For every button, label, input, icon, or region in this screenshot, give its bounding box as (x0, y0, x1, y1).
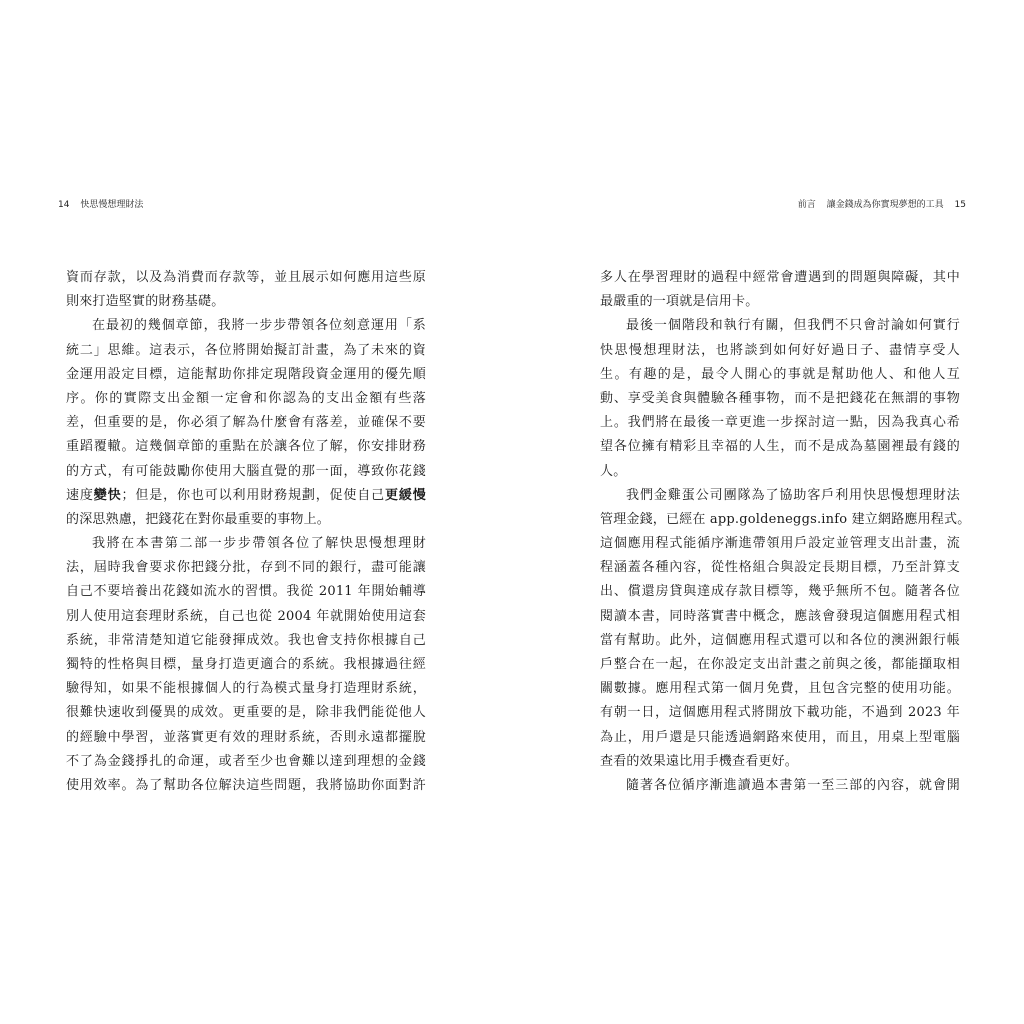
text-line: 這個應用程式能循序漸進帶領用戶設定並管理支出計畫，流 (600, 536, 960, 552)
text-line: 有朝一日，這個應用程式將開放下載功能，不過到 2023 年 (600, 705, 960, 721)
text-line: 多人在學習理財的過程中經常會遭遇到的問題與障礙，其中 (600, 270, 960, 285)
text-line: 上。我們將在最後一章更進一步探討這一點，因為我真心希 (600, 415, 960, 431)
text-line: 最嚴重的一項就是信用卡。 (600, 294, 759, 310)
text-line-with-emphasis (66, 484, 426, 508)
text-line: 望各位擁有精彩且幸福的人生，而不是成為墓園裡最有錢的 (600, 439, 960, 455)
text-line: 生。有趣的是，最令人開心的事就是幫助他人、和他人互 (600, 366, 960, 382)
text-line: 動、享受美食與體驗各種事物，而不是把錢花在無謂的事物 (600, 390, 960, 406)
right-running-header (798, 199, 966, 211)
text-line: 在最初的幾個章節，我將一步步帶領各位刻意運用「系 (92, 318, 426, 334)
text-line: 金運用設定目標，這能幫助你排定現階段資金運用的優先順 (66, 366, 426, 382)
text-line: 差，但重要的是，你必須了解為什麼會有落差，並確保不要 (66, 415, 426, 431)
text-line: 查看的效果遠比用手機查看更好。 (600, 753, 799, 769)
text-line: 重蹈覆轍。這幾個章節的重點在於讓各位了解，你安排財務 (66, 439, 426, 455)
text-line: 資而存款，以及為消費而存款等，並且展示如何應用這些原 (66, 270, 426, 285)
text-line: 出、償還房貸與達成存款目標等，幾乎無所不包。隨著各位 (600, 584, 960, 600)
text-line: 序。你的實際支出金額一定會和你認為的支出金額有些落 (66, 390, 426, 406)
text-line: 閱讀本書，同時落實書中概念，應該會發現這個應用程式相 (600, 608, 960, 624)
text-segment: ；但是，你也可以利用財務規劃，促使自己 (121, 487, 386, 503)
text-line: 獨特的性格與目標，量身打造更適合的系統。我根據過往經 (66, 657, 426, 672)
text-line: 法，屆時我會要求你把錢分批，存到不同的銀行，盡可能讓 (66, 560, 426, 576)
text-line: 系統，非常清楚知道它能發揮成效。我也會支持你根據自己 (66, 632, 426, 648)
left-page-number: 14 (58, 200, 70, 210)
text-line: 不了為金錢掙扎的命運，或者至少也會難以達到理想的金錢 (66, 753, 426, 769)
text-line: 為止，用戶還是只能透過網路來使用，而且，用桌上型電腦 (600, 729, 960, 745)
text-line: 程涵蓋各種內容，從性格組合與設定長期目標，乃至計算支 (600, 560, 960, 576)
text-line: 統二」思維。這表示，各位將開始擬訂計畫，為了未來的資 (66, 342, 426, 358)
text-line: 自己不要培養出花錢如流水的習慣。我從 2011 年開始輔導 (66, 584, 426, 600)
emphasis-text: 更緩慢 (385, 487, 426, 503)
right-page-number: 15 (954, 200, 966, 210)
text-line: 則來打造堅實的財務基礎。 (66, 294, 225, 310)
text-line: 的深思熟慮，把錢花在對你最重要的事物上。 (66, 511, 331, 527)
text-line: 別人使用這套理財系統，自己也從 2004 年就開始使用這套 (66, 608, 426, 624)
text-line: 戶整合在一起，在你設定支出計畫之前與之後，都能擷取相 (600, 657, 960, 672)
text-line: 我們金雞蛋公司團隊為了協助客戶利用快思慢想理財法 (626, 487, 960, 503)
text-line: 隨著各位循序漸進讀過本書第一至三部的內容，就會開 (626, 777, 960, 793)
text-line: 快思慢想理財法，也將談到如何好好過日子、盡情享受人 (600, 342, 960, 358)
left-book-title: 快思慢想理財法 (80, 200, 144, 210)
text-line: 最後一個階段和執行有關，但我們不只會討論如何實行 (626, 318, 960, 334)
text-line: 的方式，有可能鼓勵你使用大腦直覺的那一面，導致你花錢 (66, 463, 426, 479)
text-line: 我將在本書第二部一步步帶領各位了解快思慢想理財 (92, 536, 426, 552)
right-chapter-title: 讓金錢成為你實現夢想的工具 (826, 200, 944, 210)
text-segment: 速度 (66, 487, 94, 503)
text-line: 當有幫助。此外，這個應用程式還可以和各位的澳洲銀行帳 (600, 632, 960, 648)
text-line: 管理金錢，已經在 app.goldeneggs.info 建立網路應用程式。 (600, 511, 971, 527)
text-line: 人。 (600, 463, 627, 479)
emphasis-text: 變快 (93, 487, 122, 503)
left-running-header (58, 199, 143, 211)
text-line: 驗得知，如果不能根據個人的行為模式量身打造理財系統， (66, 681, 426, 697)
text-line: 關數據。應用程式第一個月免費，且包含完整的使用功能。 (600, 681, 960, 697)
text-line: 使用效率。為了幫助各位解決這些問題，我將協助你面對許 (66, 777, 426, 793)
left-page-body (66, 266, 426, 798)
right-page-body (600, 266, 971, 798)
text-line: 很難快速收到優異的成效。更重要的是，除非我們能從他人 (66, 705, 426, 721)
right-chapter-label: 前言 (797, 200, 816, 210)
text-line: 的經驗中學習，並落實更有效的理財系統，否則永遠都擺脫 (66, 729, 426, 745)
